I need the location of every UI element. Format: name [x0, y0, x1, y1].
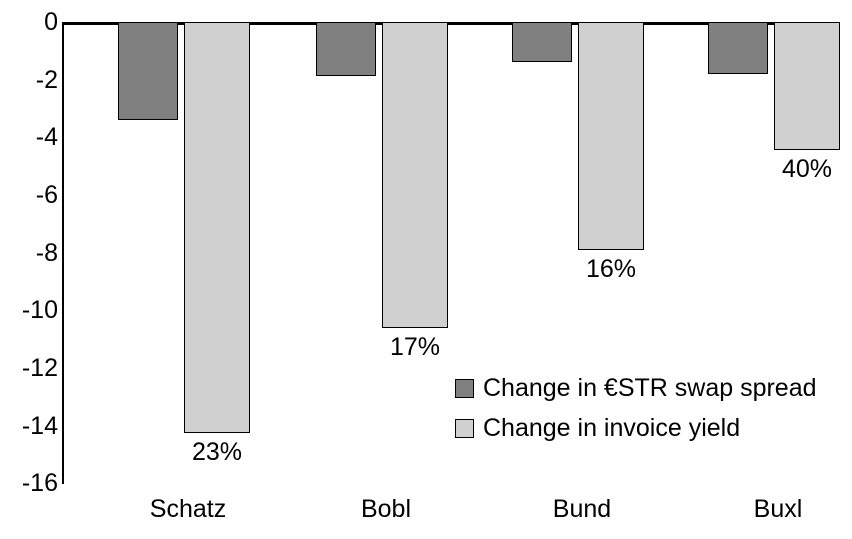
legend-label: Change in €STR swap spread — [483, 373, 817, 402]
legend-item-invoice-yield[interactable] — [455, 408, 817, 448]
bar-value-label-buxl: 40% — [781, 155, 833, 183]
x-category-label-bund: Bund — [552, 495, 612, 523]
bar-swap-spread-buxl[interactable] — [708, 22, 768, 74]
legend-item-swap-spread[interactable] — [455, 368, 817, 408]
y-tick-label: -10 — [21, 296, 58, 324]
x-category-label-buxl: Buxl — [753, 495, 803, 523]
bar-swap-spread-bund[interactable] — [512, 22, 572, 62]
bar-group-bobl — [306, 22, 466, 484]
bar-invoice-yield-buxl[interactable] — [774, 22, 840, 150]
y-axis-ticks — [0, 0, 58, 497]
y-tick-label: -6 — [35, 181, 58, 209]
bar-invoice-yield-bund[interactable] — [578, 22, 644, 250]
y-tick-label: -14 — [21, 412, 58, 440]
bar-group-schatz — [108, 22, 268, 484]
bar-invoice-yield-schatz[interactable] — [184, 22, 250, 433]
legend-swatch-icon — [455, 419, 474, 438]
y-tick-label: -12 — [21, 354, 58, 382]
bar-value-label-bund: 16% — [585, 255, 637, 283]
y-tick-label: 0 — [44, 8, 58, 36]
legend-swatch-icon — [455, 379, 474, 398]
bar-swap-spread-schatz[interactable] — [118, 22, 178, 120]
bar-value-label-schatz: 23% — [191, 438, 243, 466]
bar-invoice-yield-bobl[interactable] — [382, 22, 448, 328]
x-category-label-bobl: Bobl — [360, 495, 412, 523]
legend-label: Change in invoice yield — [483, 413, 741, 442]
y-tick-label: -2 — [35, 66, 58, 94]
bar-swap-spread-bobl[interactable] — [316, 22, 376, 76]
bar-value-label-bobl: 17% — [389, 333, 441, 361]
chart-legend — [455, 368, 817, 448]
y-tick-label: -16 — [21, 469, 58, 497]
y-tick-label: -8 — [35, 239, 58, 267]
y-tick-label: -4 — [35, 123, 58, 151]
x-category-label-schatz: Schatz — [149, 495, 227, 523]
